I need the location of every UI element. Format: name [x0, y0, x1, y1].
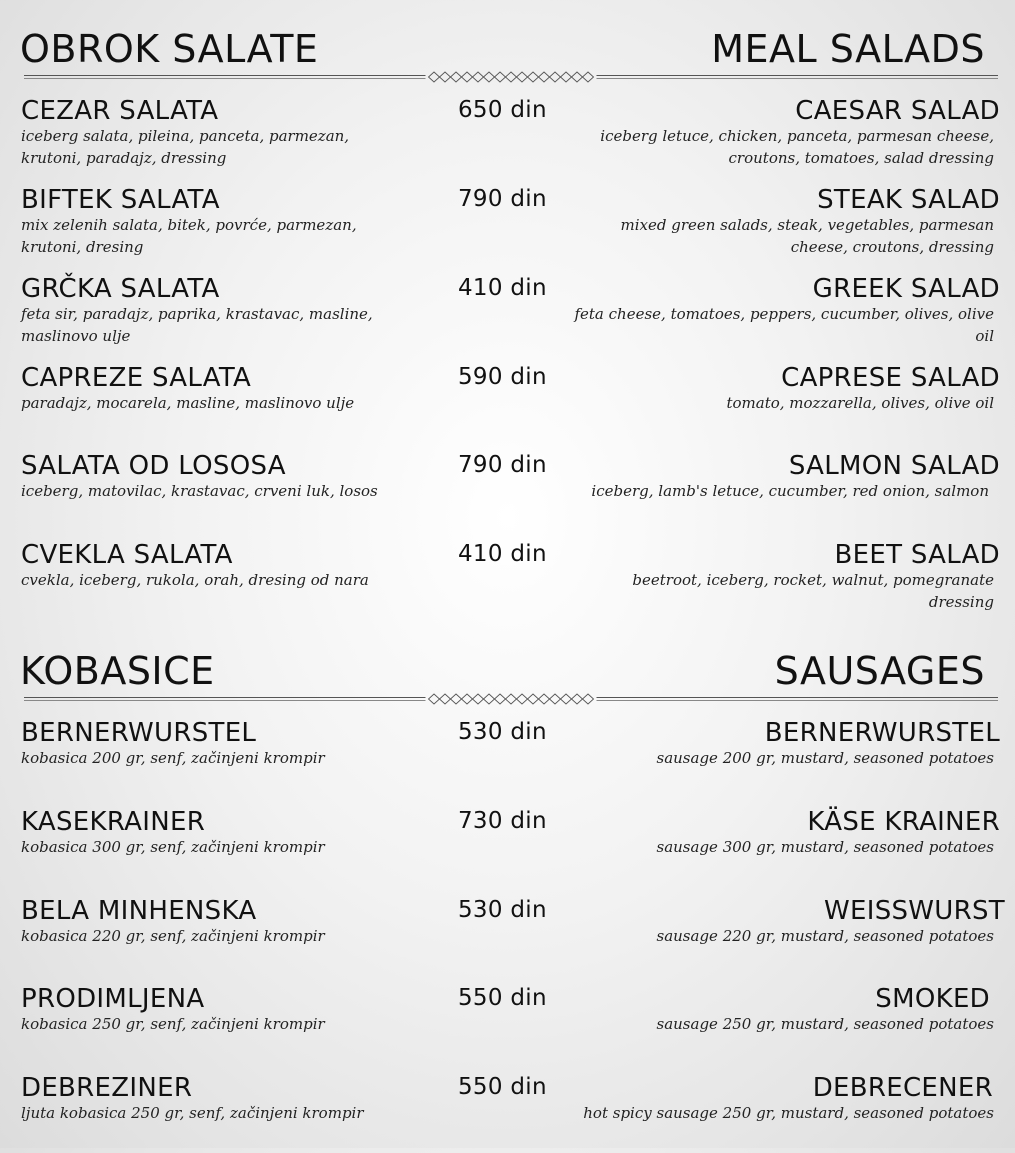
menu-item — [0, 540, 1015, 620]
ornamental-divider — [24, 71, 998, 83]
item-description-english: iceberg, lamb's letuce, cucumber, red onion, salmon — [591, 482, 989, 500]
menu-item — [0, 274, 1015, 354]
item-price: 530 din — [458, 897, 547, 923]
item-description-serbian: kobasica 200 gr, senf, začinjeni krompir — [21, 749, 325, 767]
item-name-serbian: BELA MINHENSKA — [21, 896, 257, 926]
divider-diamond — [451, 694, 462, 704]
item-name-english: KÄSE KRAINER — [807, 807, 1000, 837]
divider-diamond — [462, 72, 473, 82]
divider-diamond — [572, 694, 583, 704]
item-name-english: STEAK SALAD — [817, 185, 1000, 215]
item-name-serbian: BIFTEK SALATA — [21, 185, 220, 215]
item-price: 730 din — [458, 808, 547, 834]
item-price: 550 din — [458, 1074, 547, 1100]
item-price: 410 din — [458, 275, 547, 301]
item-description-english: mixed green salads, steak, vegetables, parmesan cheese, croutons, dressing — [620, 216, 994, 256]
ornamental-divider — [24, 693, 998, 705]
item-price: 790 din — [458, 452, 547, 478]
item-description-serbian: kobasica 220 gr, senf, začinjeni krompir — [21, 927, 325, 945]
item-description-serbian: ljuta kobasica 250 gr, senf, začinjeni krompir — [21, 1104, 364, 1122]
divider-diamond — [451, 72, 462, 82]
item-description-serbian: iceberg, matovilac, krastavac, crveni luk, losos — [21, 482, 378, 500]
item-name-english: BERNERWURSTEL — [764, 718, 1000, 748]
divider-diamond — [583, 72, 594, 82]
item-description-serbian: feta sir, paradajz, paprika, krastavac, masline, maslinovo ulje — [21, 305, 373, 345]
item-description-english: sausage 200 gr, mustard, seasoned potatoes — [656, 749, 994, 767]
menu-item — [0, 451, 1015, 531]
divider-diamond — [429, 72, 440, 82]
item-name-serbian: BERNERWURSTEL — [21, 718, 257, 748]
divider-diamond — [473, 72, 484, 82]
divider-diamond — [440, 694, 451, 704]
menu-item — [0, 363, 1015, 443]
menu-item — [0, 718, 1015, 798]
divider-diamond — [528, 694, 539, 704]
divider-diamond — [473, 694, 484, 704]
divider-diamond — [572, 72, 583, 82]
item-name-english: DEBRECENER — [812, 1073, 993, 1103]
section-title-english: SAUSAGES — [774, 649, 985, 693]
divider-diamond — [506, 72, 517, 82]
item-name-serbian: DEBREZINER — [21, 1073, 193, 1103]
menu-item — [0, 984, 1015, 1064]
item-description-serbian: cvekla, iceberg, rukola, orah, dresing od nara — [21, 571, 369, 589]
divider-diamond — [495, 72, 506, 82]
item-description-english: sausage 250 gr, mustard, seasoned potatoes — [656, 1015, 994, 1033]
menu-item — [0, 896, 1015, 976]
divider-diamond — [517, 72, 528, 82]
item-description-english: tomato, mozzarella, olives, olive oil — [726, 394, 994, 412]
section-title-english: MEAL SALADS — [711, 27, 985, 71]
item-description-serbian: kobasica 300 gr, senf, začinjeni krompir — [21, 838, 325, 856]
item-description-english: beetroot, iceberg, rocket, walnut, pomegranate dressing — [632, 571, 994, 611]
menu-item — [0, 1073, 1015, 1153]
item-description-english: sausage 220 gr, mustard, seasoned potatoes — [656, 927, 994, 945]
item-name-english: CAESAR SALAD — [795, 96, 1000, 126]
item-name-serbian: KASEKRAINER — [21, 807, 206, 837]
divider-diamond — [495, 694, 506, 704]
menu-item — [0, 185, 1015, 265]
divider-diamond — [550, 72, 561, 82]
item-description-serbian: iceberg salata, pileina, panceta, parmezan, krutoni, paradajz, dressing — [21, 127, 350, 167]
item-description-serbian: mix zelenih salata, bitek, povrće, parmezan, krutoni, dresing — [21, 216, 357, 256]
item-name-serbian: CVEKLA SALATA — [21, 540, 233, 570]
divider-diamond — [440, 72, 451, 82]
item-name-english: GREEK SALAD — [812, 274, 1000, 304]
item-price: 410 din — [458, 541, 547, 567]
divider-diamond — [528, 72, 539, 82]
item-name-english: SMOKED — [875, 984, 990, 1014]
item-name-english: SALMON SALAD — [788, 451, 1000, 481]
item-name-serbian: CAPREZE SALATA — [21, 363, 252, 393]
item-description-english: iceberg letuce, chicken, panceta, parmesan cheese, croutons, tomatoes, salad dressing — [600, 127, 994, 167]
item-description-serbian: kobasica 250 gr, senf, začinjeni krompir — [21, 1015, 325, 1033]
divider-diamond — [539, 694, 550, 704]
divider-diamond — [561, 694, 572, 704]
section-title-serbian: OBROK SALATE — [20, 27, 319, 71]
item-price: 790 din — [458, 186, 547, 212]
item-description-english: sausage 300 gr, mustard, seasoned potatoes — [656, 838, 994, 856]
divider-diamond — [517, 694, 528, 704]
divider-diamond — [484, 72, 495, 82]
divider-diamond — [506, 694, 517, 704]
item-name-serbian: PRODIMLJENA — [21, 984, 205, 1014]
item-price: 590 din — [458, 364, 547, 390]
section-title-serbian: KOBASICE — [20, 649, 215, 693]
divider-diamond — [462, 694, 473, 704]
divider-diamond — [561, 72, 572, 82]
item-description-serbian: paradajz, mocarela, masline, maslinovo ulje — [21, 394, 355, 412]
item-name-serbian: CEZAR SALATA — [21, 96, 219, 126]
item-price: 550 din — [458, 985, 547, 1011]
divider-diamond — [550, 694, 561, 704]
item-description-english: hot spicy sausage 250 gr, mustard, seasoned potatoes — [583, 1104, 994, 1122]
item-name-english: CAPRESE SALAD — [781, 363, 1000, 393]
sausages-section-header — [0, 649, 1015, 709]
item-name-english: BEET SALAD — [834, 540, 1000, 570]
item-name-english: WEISSWURST — [823, 896, 1005, 926]
item-description-english: feta cheese, tomatoes, peppers, cucumber, olives, olive oil — [574, 305, 994, 345]
salads-section-header — [0, 27, 1015, 87]
item-price: 650 din — [458, 97, 547, 123]
menu-item — [0, 807, 1015, 887]
menu-item — [0, 96, 1015, 176]
item-name-serbian: GRČKA SALATA — [21, 274, 220, 304]
divider-diamond — [429, 694, 440, 704]
item-price: 530 din — [458, 719, 547, 745]
divider-diamond — [484, 694, 495, 704]
divider-diamond — [539, 72, 550, 82]
item-name-serbian: SALATA OD LOSOSA — [21, 451, 286, 481]
divider-diamond — [583, 694, 594, 704]
